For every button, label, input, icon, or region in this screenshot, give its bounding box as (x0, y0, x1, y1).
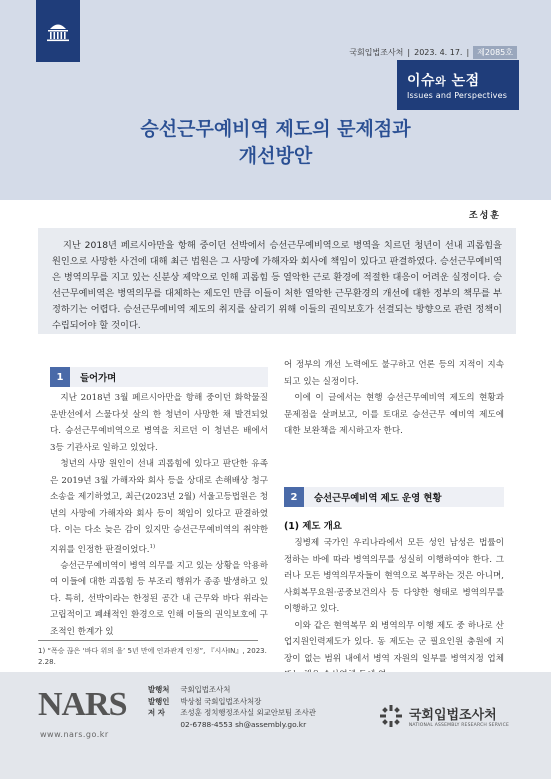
section-1-heading (50, 367, 268, 387)
issue-number-badge: 제2085호 (473, 46, 517, 59)
section-title: 승선근무예비역 제도 운영 현황 (314, 493, 442, 504)
nars-logo: NARS (38, 686, 127, 723)
paragraph: 청년의 사망 원인이 선내 괴롭힘에 있다고 판단한 유족은 2019년 3월 가해자와 회사 등을 상대로 손해배상 청구소송을 제기하였고, 최근(2023년 2월) 서울고등법원은 청년의 사망에 가해자와 회사 등이 책임이 있다고 판결하였다. 이는 다소 늦은 감이 있지만 승선근무예비역의 취약한 지위를 인정한 판결이었다.$^{1)}$ (50, 459, 268, 555)
org-name-en: NATIONAL ASSEMBLY RESEARCH SERVICE (408, 723, 509, 728)
paragraph: 승선근무예비역이 병역 의무를 지고 있는 상황을 악용하여 이들에 대한 괴롭힘 등 부조리 행위가 종종 발생하고 있다. 특히, 선박이라는 한정된 공간 내 근무와 바다 위라는 고립적이고 폐쇄적인 환경으로 인해 이들의 권익보호에 구조적인 한계가 있 (50, 560, 268, 637)
paragraph: 어 정부의 개선 노력에도 불구하고 언론 등의 지적이 지속되고 있는 실정이다. (284, 360, 504, 387)
publisher-label: 국회입법조사처 (349, 48, 404, 57)
issue-date: 2023. 4. 17. (414, 48, 463, 57)
series-subtitle: Issues and Perspectives (407, 91, 508, 100)
footer (0, 672, 551, 779)
right-column-top (284, 357, 504, 440)
footnote: 1) “폭승 끊은 ‘바다 위의 을’ 5년 만에 인과관계 인정”, 『시사IN』, 2023. 2.28. (38, 647, 267, 666)
footnote-divider (38, 640, 258, 641)
info-line: 발행인 박상철 국회입법조사처장 (148, 696, 262, 706)
paragraph: 지난 2018년 3월 페르시아만을 항해 중이던 화학물질 운반선에서 스물다섯 살의 한 청년이 사망한 채 발견되었다. 승선근무예비역으로 병역을 치르던 이 청년은 배에서 3등 기관사로 일하고 있었다. (50, 393, 268, 453)
right-column-bottom (284, 535, 504, 684)
publication-info (148, 684, 316, 730)
website-link[interactable]: www.nars.go.kr (40, 730, 109, 739)
left-column (50, 390, 268, 640)
info-line: 02-6788-4553 sh@assembly.go.kr (180, 719, 307, 729)
info-line: 발행처 국회입법조사처 (148, 685, 231, 694)
paragraph: 이에 이 글에서는 현행 승선근무예비역 제도의 현황과 문제점을 살펴보고, 이를 토대로 승선근무 예비역 제도에 대한 보완책을 제시하고자 한다. (284, 393, 504, 436)
org-logo (379, 704, 509, 728)
footnote-ref[interactable]: 1) (149, 543, 156, 550)
assembly-building-icon (45, 20, 71, 42)
section-title: 들어가며 (80, 373, 117, 384)
author-name: 조성훈 (468, 211, 501, 221)
section-2-heading (284, 487, 504, 507)
abstract-box: 지난 2018년 페르시아만을 항해 중이던 선박에서 승선근무예비역으로 병역을 치르던 청년이 선내 괴롭힘을 원인으로 사망한 사건에 대해 최근 법원은 그 사망에 가해자와 회사에 책임이 있다고 판결하였다. 승선근무예비역은 병역의무를 지고 있는 신분상 제약으로 인해 괴롭힘 등 열악한 근로 환경에 적절한 대응이 어려운 실정이다. 승선근무예비역은 병역의무를 대체하는 제도인 만큼 이들이 처한 열악한 근무환경의 개선에 대한 정부의 책무를 부정하기는 어렵다. 승선근무예비역 제도의 취지를 살리기 위해 이들의 권익보호가 선결되는 방향으로 관련 정책이 수립되어야 할 것이다. (38, 228, 516, 334)
series-title-box (397, 60, 519, 110)
info-line: 저 자 조성훈 정치행정조사실 외교안보팀 조사관 (148, 708, 316, 717)
series-title: 이슈와 논점 (407, 73, 480, 89)
paragraph: 이와 같은 현역복무 외 병역의무 이행 제도 중 하나로 산업지원인력제도가 있다. 동 제도는 군 필요인원 충원에 지장이 없는 범위 내에서 병역 자원의 일부를 병역지정 업체 (284, 620, 504, 664)
section-number: 2 (284, 487, 304, 507)
report-title: 승선근무예비역 제도의 문제점과 개선방안 (140, 118, 411, 167)
assembly-logo (36, 0, 80, 62)
subsection-heading: (1) 제도 개요 (284, 521, 342, 532)
section-number: 1 (50, 367, 70, 387)
org-name: 국회입법조사처 (408, 708, 497, 723)
nars-emblem-icon (379, 704, 403, 728)
paragraph: 징병제 국가인 우리나라에서 모든 성인 남성은 법률이 정하는 바에 따라 병역의무를 성실히 이행하여야 한다. 그러나 모든 병역의무자들이 현역으로 복무하는 것은 아니며, 사회복무요원·공중보건의사 등 다양한 형태로 병역의무를 이행하고 있다. (284, 538, 504, 614)
header-band (0, 0, 551, 200)
issue-meta: 국회입법조사처 | 2023. 4. 17. | 제2085호 (349, 46, 517, 59)
